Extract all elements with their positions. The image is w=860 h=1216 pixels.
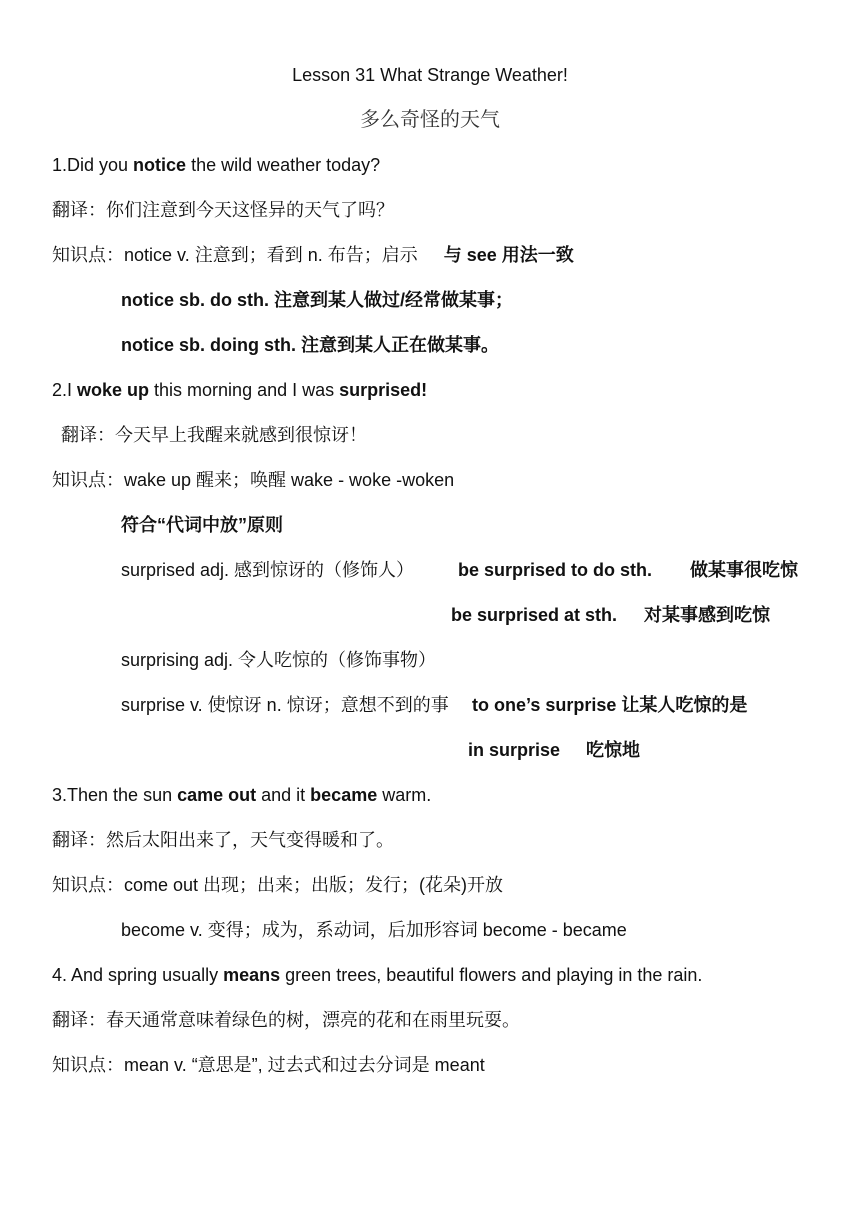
knowledge-point-3: 知识点：come out 出现；出来；出版；发行；(花朵)开放 bbox=[52, 875, 504, 895]
knowledge-point-2: 知识点：wake up 醒来；唤醒 wake - woke -woken bbox=[52, 470, 455, 490]
note-2-surprising: surprising adj. 令人吃惊的（修饰事物） bbox=[121, 650, 437, 670]
translation-1: 翻译：你们注意到今天这怪异的天气了吗？ bbox=[52, 200, 394, 220]
note-1a: notice sb. do sth. 注意到某人做过/经常做某事； bbox=[121, 290, 514, 310]
lesson-title: Lesson 31 What Strange Weather! bbox=[292, 65, 568, 85]
note-2-phrase-1: be surprised to do sth. bbox=[458, 560, 653, 580]
note-2-phrase-2: be surprised at sth. bbox=[451, 605, 618, 625]
note-2-phrase-1-cn: 做某事很吃惊 bbox=[690, 560, 798, 580]
sentence-3: 3.Then the sun came out and it became warm. bbox=[52, 785, 432, 805]
sentence-4: 4. And spring usually means green trees, beautiful flowers and playing in the rain. bbox=[52, 965, 703, 985]
note-2-surprise: surprise v. 使惊讶 n. 惊讶；意想不到的事 bbox=[121, 695, 449, 715]
note-2-phrase-4: in surprise bbox=[468, 740, 561, 760]
sentence-2: 2.I woke up this morning and I was surprised! bbox=[52, 380, 428, 400]
translation-3: 翻译：然后太阳出来了，天气变得暖和了。 bbox=[52, 830, 394, 850]
note-2-rule: 符合“代词中放”原则 bbox=[121, 515, 283, 535]
translation-4: 翻译：春天通常意味着绿色的树，漂亮的花和在雨里玩耍。 bbox=[52, 1010, 520, 1030]
note-2-phrase-2-cn: 对某事感到吃惊 bbox=[644, 605, 770, 625]
sentence-1: 1.Did you notice the wild weather today? bbox=[52, 155, 381, 175]
knowledge-point-4: 知识点：mean v. “意思是”, 过去式和过去分词是 meant bbox=[52, 1055, 485, 1075]
knowledge-point-1: 知识点：notice v. 注意到；看到 n. 布告；启示 与 see 用法一致 bbox=[52, 245, 574, 265]
translation-2: 翻译：今天早上我醒来就感到很惊讶！ bbox=[61, 425, 367, 445]
note-2-phrase-3: to one’s surprise 让某人吃惊的是 bbox=[472, 695, 748, 715]
note-3-become: become v. 变得；成为，系动词，后加形容词 become - became bbox=[121, 920, 627, 940]
note-2-surprised: surprised adj. 感到惊讶的（修饰人） bbox=[121, 560, 415, 580]
note-1b: notice sb. doing sth. 注意到某人正在做某事。 bbox=[121, 335, 499, 355]
lesson-subtitle: 多么奇怪的天气 bbox=[360, 107, 500, 131]
note-2-phrase-4-cn: 吃惊地 bbox=[586, 740, 640, 760]
keyword: notice bbox=[133, 155, 187, 175]
